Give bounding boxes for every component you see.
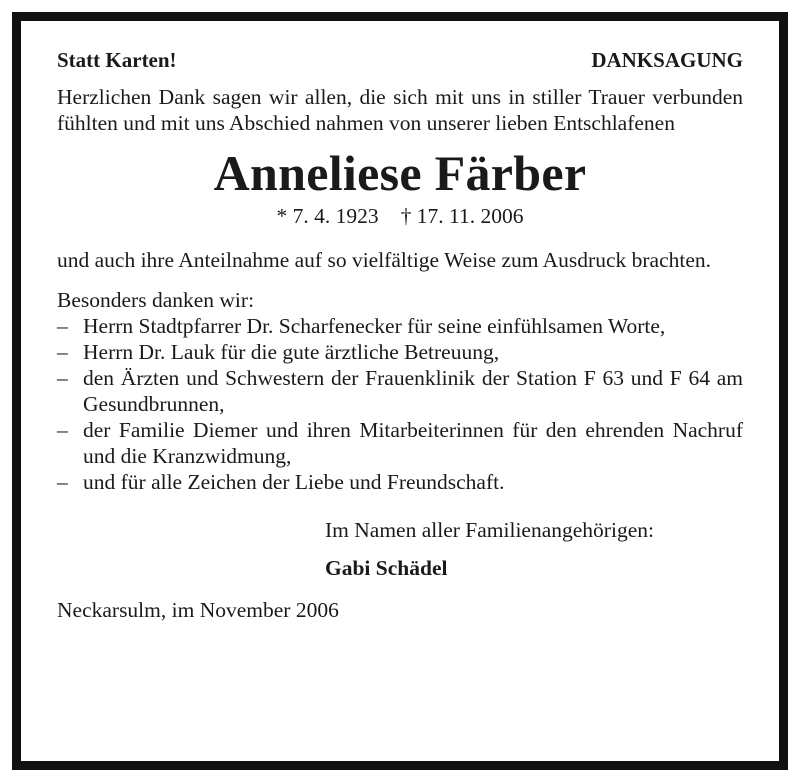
header-right-label: DANKSAGUNG — [591, 48, 743, 72]
life-dates — [57, 203, 743, 229]
deceased-name: Anneliese Färber — [213, 145, 587, 201]
list-item-text: den Ärzten und Schwestern der Frauenklinik der Station F 63 und F 64 am Gesundbrunnen, — [83, 366, 743, 416]
list-item-text: Herrn Dr. Lauk für die gute ärztliche Betreuung, — [83, 340, 500, 364]
continuation-paragraph: und auch ihre Anteilnahme auf so vielfältige Weise zum Ausdruck brachten. — [57, 248, 712, 272]
header-left-label: Statt Karten! — [57, 48, 177, 72]
list-dash: – — [57, 418, 68, 442]
notice-frame — [12, 12, 788, 770]
on-behalf-line: Im Namen aller Familienangehörigen: — [325, 518, 654, 542]
intro-paragraph: Herzlichen Dank sagen wir allen, die sich mit uns in stiller Trauer verbunden fühlten und mit uns Abschied nahmen von unserer lieben Entschlafenen — [57, 85, 743, 135]
list-item — [57, 365, 743, 417]
signature-block — [325, 517, 743, 581]
place-date: Neckarsulm, im November 2006 — [57, 598, 339, 622]
list-item — [57, 339, 743, 365]
list-item — [57, 469, 743, 495]
list-item — [57, 417, 743, 469]
list-item — [57, 313, 743, 339]
death-date: † 17. 11. 2006 — [400, 204, 524, 228]
list-dash: – — [57, 366, 68, 390]
list-dash: – — [57, 340, 68, 364]
list-dash: – — [57, 314, 68, 338]
list-dash: – — [57, 470, 68, 494]
thanks-heading: Besonders danken wir: — [57, 288, 255, 312]
thanks-list — [57, 313, 743, 495]
list-item-text: der Familie Diemer und ihren Mitarbeiterinnen für den ehrenden Nachruf und die Kranzwidmung, — [83, 418, 743, 468]
birth-date: * 7. 4. 1923 — [276, 204, 379, 228]
signer-name: Gabi Schädel — [325, 556, 448, 580]
list-item-text: Herrn Stadtpfarrer Dr. Scharfenecker für seine einfühlsamen Worte, — [83, 314, 666, 338]
notice-content — [57, 47, 743, 623]
list-item-text: und für alle Zeichen der Liebe und Freundschaft. — [83, 470, 505, 494]
notice-header — [57, 47, 743, 73]
